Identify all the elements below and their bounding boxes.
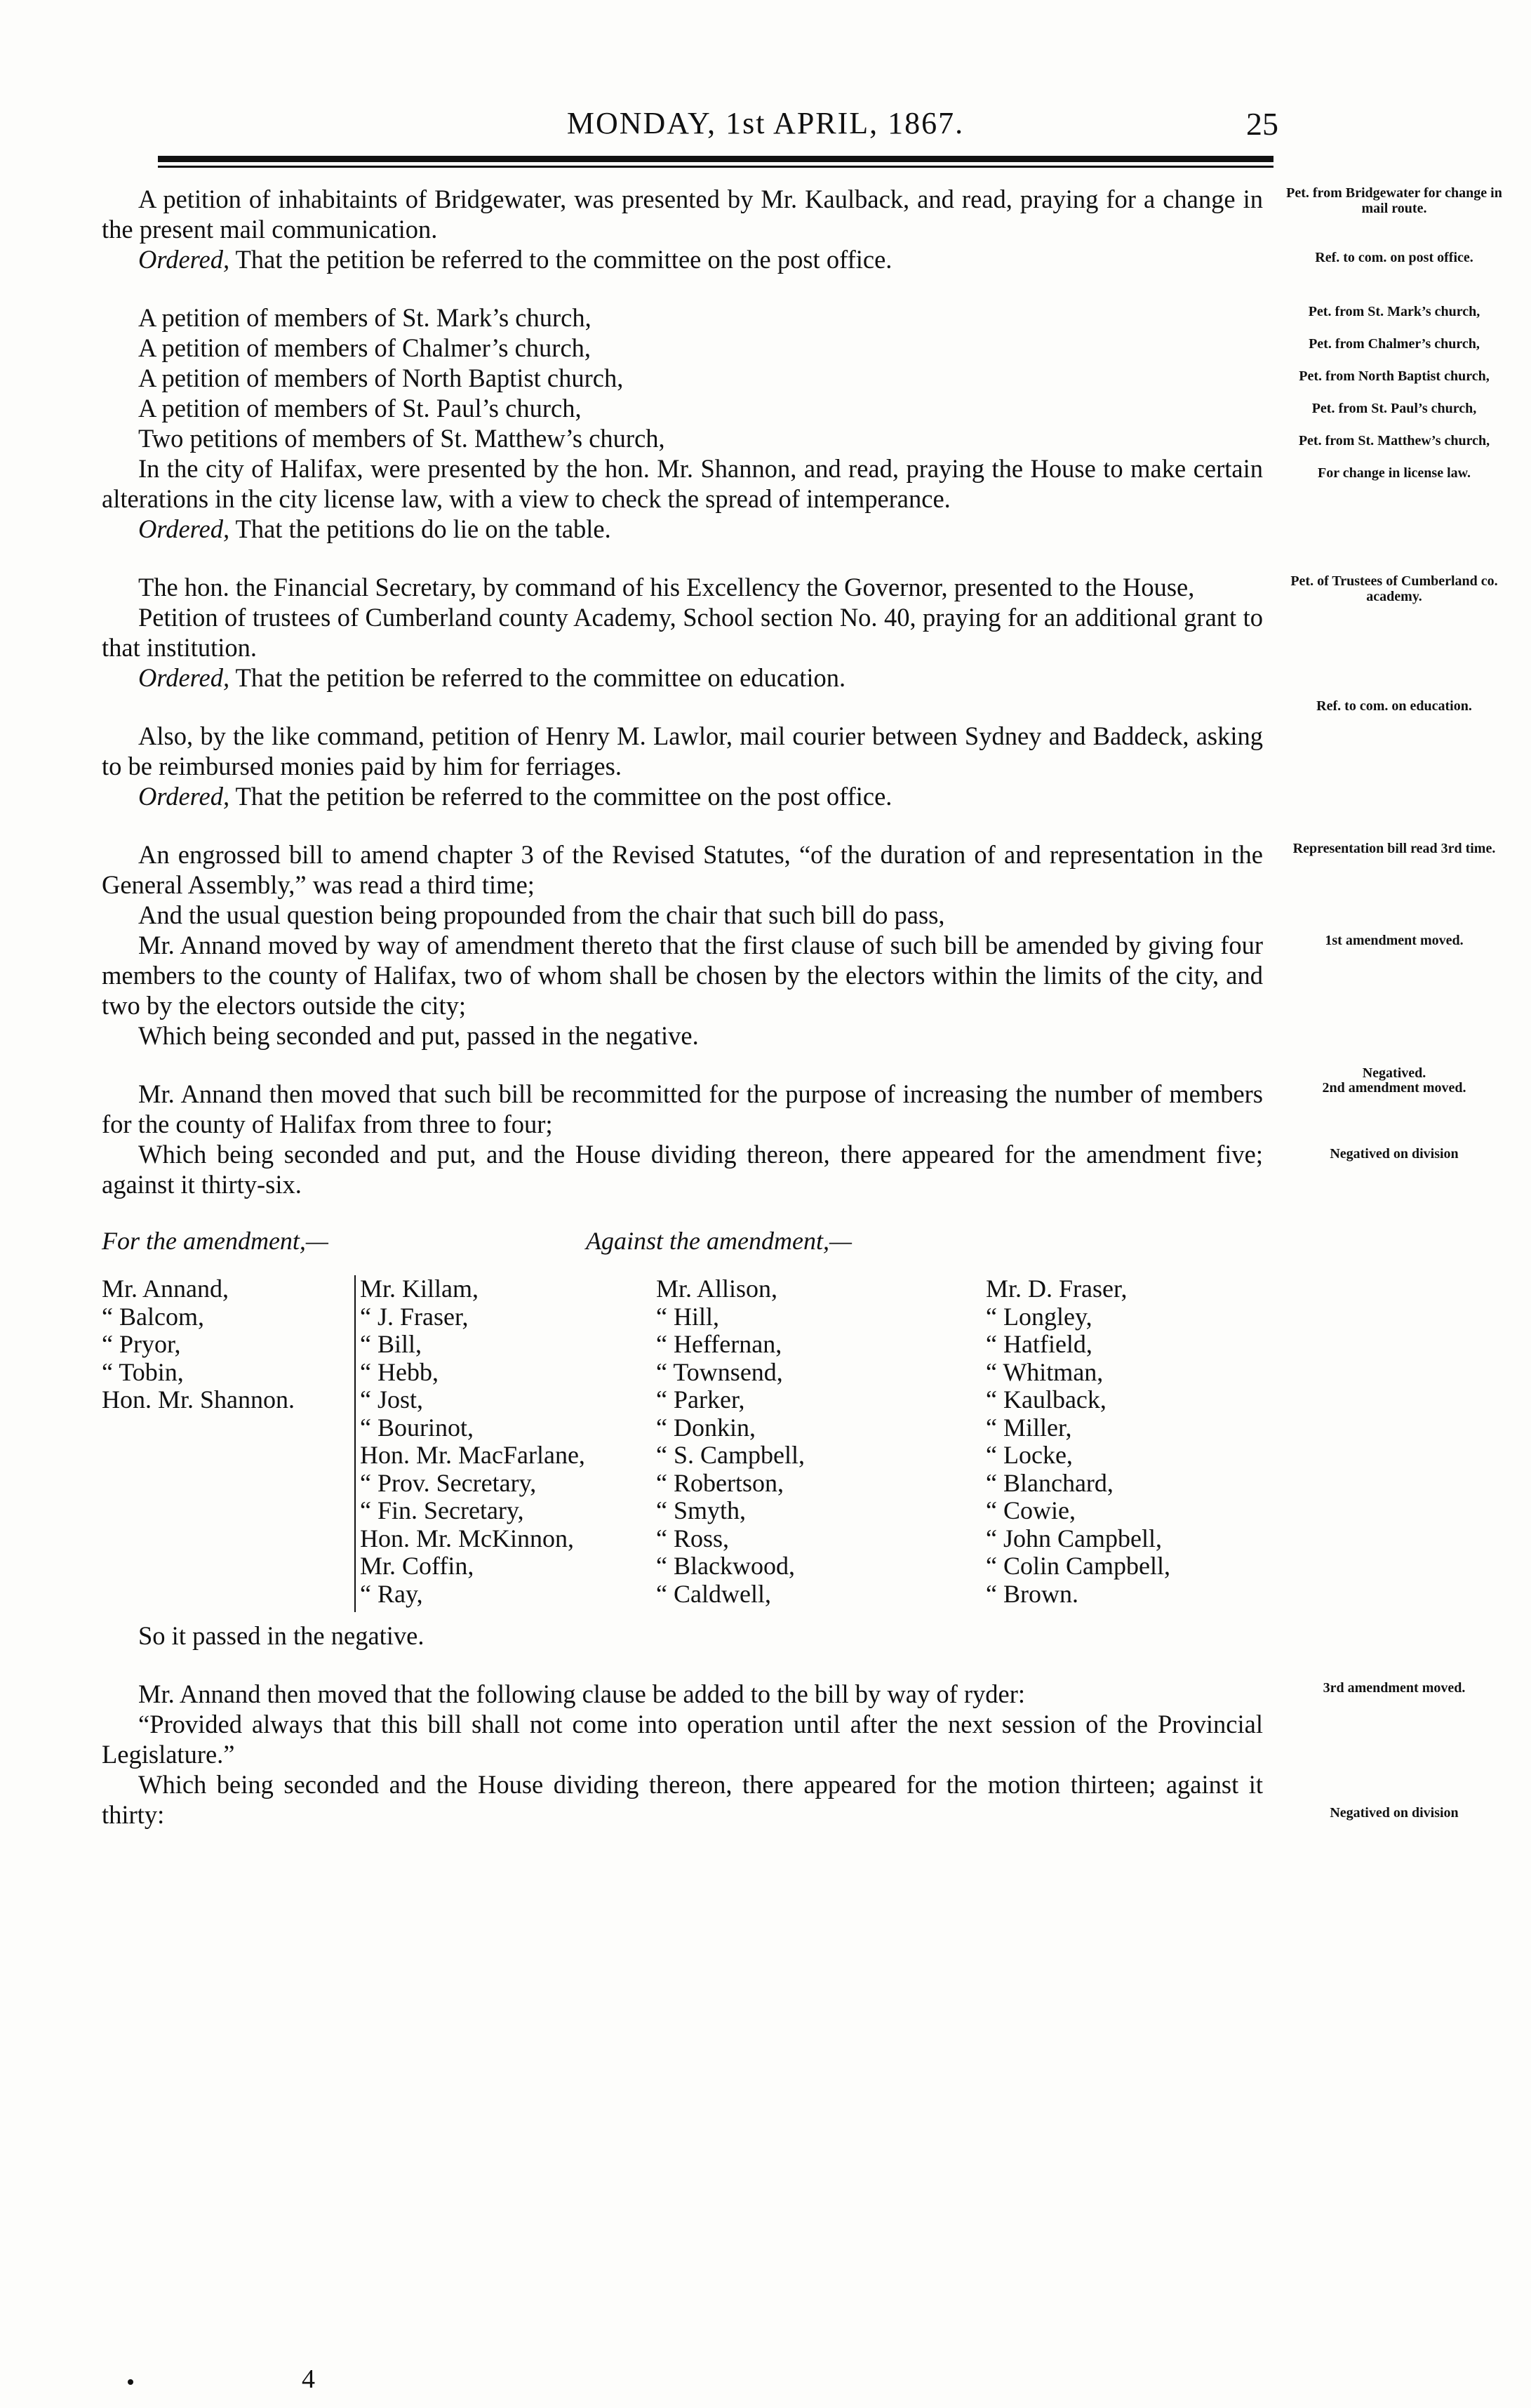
signature-mark: 4 <box>302 2364 315 2394</box>
member-name: “ Prov. Secretary, <box>360 1468 537 1497</box>
paragraph: Ordered, That the petition be referred to the committee on education. <box>138 663 846 692</box>
paragraph: Mr. Annand then moved that the following clause be added to the bill by way of ryder: <box>138 1679 1026 1708</box>
against-column-3 <box>986 1275 1170 1608</box>
member-name: “ Jost, <box>360 1385 423 1413</box>
paragraph: Petition of trustees of Cumberland county Academy, School section No. 40, praying for an additional grant to that institution. <box>102 603 1263 662</box>
page-title: MONDAY, 1st APRIL, 1867. <box>566 106 965 140</box>
section-church-petitions <box>0 302 1531 544</box>
margin-note: Ref. to com. on post office. <box>1315 250 1473 265</box>
margin-note: Pet. from Chalmer’s church, <box>1309 336 1480 352</box>
margin-note: Pet. from St. Matthew’s church, <box>1298 433 1490 448</box>
member-name: “ J. Fraser, <box>360 1302 469 1331</box>
margin-note: Pet. from Bridgewater for change in mail route. <box>1286 185 1502 216</box>
page-header <box>0 105 1531 161</box>
paragraph: Also, by the like command, petition of Henry M. Lawlor, mail courier between Sydney and Baddeck, asking to be reimbursed monies paid by him for ferriages. <box>102 721 1263 780</box>
member-name: “ Heffernan, <box>656 1330 782 1358</box>
section-negative <box>0 1621 1531 1651</box>
member-name: “ Hill, <box>656 1302 719 1331</box>
member-name: Mr. Annand, <box>102 1275 229 1303</box>
against-column-1 <box>360 1275 585 1608</box>
member-name: “ Fin. Secretary, <box>360 1496 524 1524</box>
paragraph: A petition of members of North Baptist church, <box>138 364 624 392</box>
paragraph: Which being seconded and the House dividing thereon, there appeared for the motion thirteen; against it thirty: <box>102 1770 1263 1829</box>
member-name: “ Pryor, <box>102 1330 181 1358</box>
margin-note: Negatived. <box>1362 1065 1426 1081</box>
member-name: Hon. Mr. McKinnon, <box>360 1524 574 1552</box>
margin-note: 2nd amendment moved. <box>1322 1080 1466 1096</box>
member-name: Hon. Mr. Shannon. <box>102 1385 295 1413</box>
against-column-2 <box>656 1275 805 1608</box>
paragraph: In the city of Halifax, were presented by the hon. Mr. Shannon, and read, praying the House to make certain alterations in the city license law, with a view to check the spread of intemperance. <box>102 454 1263 513</box>
paragraph: A petition of members of St. Mark’s church, <box>138 303 591 332</box>
member-name: “ Locke, <box>986 1441 1073 1469</box>
page-body <box>0 184 1531 1830</box>
paragraph: Which being seconded and put, and the House dividing thereon, there appeared for the amendment five; against it thirty-six. <box>102 1140 1263 1199</box>
member-name: “ Balcom, <box>102 1302 204 1331</box>
member-name: “ John Campbell, <box>986 1524 1162 1552</box>
member-name: “ Kaulback, <box>986 1385 1107 1413</box>
member-name: “ Colin Campbell, <box>986 1552 1170 1580</box>
member-name: “ Blackwood, <box>656 1552 795 1580</box>
section-bridgewater <box>0 184 1531 274</box>
paragraph: Which being seconded and put, passed in the negative. <box>138 1021 699 1050</box>
paragraph: A petition of members of Chalmer’s church, <box>138 333 591 362</box>
member-name: “ Cowie, <box>986 1496 1076 1524</box>
for-column <box>102 1275 295 1414</box>
margin-note: Pet. from St. Paul’s church, <box>1311 401 1477 416</box>
column-divider <box>354 1275 356 1612</box>
against-amendment-heading: Against the amendment,— <box>586 1227 852 1255</box>
member-name: “ Bill, <box>360 1330 422 1358</box>
margin-note: Pet. of Trustees of Cumberland co. academy. <box>1290 573 1498 604</box>
margin-note: Negatived on division <box>1330 1805 1459 1821</box>
for-amendment-heading: For the amendment,— <box>102 1227 328 1255</box>
margin-note: Pet. from St. Mark’s church, <box>1308 304 1480 319</box>
paragraph: The hon. the Financial Secretary, by command of his Excellency the Governor, presented to the House, <box>138 573 1195 601</box>
member-name: “ Robertson, <box>656 1468 784 1497</box>
paragraph: Ordered, That the petition be referred to the committee on the post office. <box>138 782 892 811</box>
paragraph: “Provided always that this bill shall not come into operation until after the next session of the Provincial Legislature.” <box>102 1710 1263 1769</box>
member-name: “ Blanchard, <box>986 1468 1114 1497</box>
member-name: Mr. D. Fraser, <box>986 1275 1128 1303</box>
paragraph: A petition of inhabitaints of Bridgewater, was presented by Mr. Kaulback, and read, praying for a change in the present mail communication. <box>102 185 1263 244</box>
section-third-amendment <box>0 1679 1531 1830</box>
margin-note: Representation bill read 3rd time. <box>1292 841 1496 856</box>
member-name: “ Longley, <box>986 1302 1092 1331</box>
section-cumberland <box>0 572 1531 714</box>
paragraph: A petition of members of St. Paul’s church, <box>138 394 582 423</box>
member-name: “ Ray, <box>360 1579 423 1608</box>
paragraph: Ordered, That the petitions do lie on the table. <box>138 514 611 543</box>
section-lawlor <box>0 721 1531 811</box>
margin-note: 3rd amendment moved. <box>1323 1680 1466 1696</box>
member-name: “ Townsend, <box>656 1357 783 1386</box>
header-rule-thick <box>158 156 1273 162</box>
member-name: “ Donkin, <box>656 1413 756 1442</box>
page-number: 25 <box>1246 106 1278 142</box>
member-name: “ Tobin, <box>102 1357 184 1386</box>
member-name: Hon. Mr. MacFarlane, <box>360 1441 585 1469</box>
division-list <box>102 1228 1263 1621</box>
member-name: “ Miller, <box>986 1413 1072 1442</box>
paragraph: Ordered, That the petition be referred to the committee on the post office. <box>138 245 892 274</box>
paragraph: Mr. Annand moved by way of amendment thereto that the first clause of such bill be amended by giving four members to the county of Halifax, two of whom shall be chosen by the electors within the limits of the city, and two by the electors outside the city; <box>102 931 1263 1020</box>
margin-note: Negatived on division <box>1330 1146 1459 1162</box>
member-name: “ Hebb, <box>360 1357 439 1386</box>
paragraph: And the usual question being propounded from the chair that such bill do pass, <box>138 900 945 929</box>
member-name: “ Caldwell, <box>656 1579 771 1608</box>
print-mark <box>128 2379 133 2385</box>
margin-note: 1st amendment moved. <box>1325 933 1464 948</box>
member-name: Mr. Coffin, <box>360 1552 474 1580</box>
member-name: “ Ross, <box>656 1524 730 1552</box>
member-name: “ Smyth, <box>656 1496 747 1524</box>
margin-note: For change in license law. <box>1318 465 1471 481</box>
section-second-amendment <box>0 1079 1531 1199</box>
member-name: Mr. Allison, <box>656 1275 778 1303</box>
member-name: “ Bourinot, <box>360 1413 474 1442</box>
paragraph: Two petitions of members of St. Matthew’s church, <box>138 424 665 453</box>
margin-note: Ref. to com. on education. <box>1316 698 1472 714</box>
paragraph: Mr. Annand then moved that such bill be recommitted for the purpose of increasing the number of members for the county of Halifax from three to four; <box>102 1079 1263 1138</box>
paragraph: An engrossed bill to amend chapter 3 of the Revised Statutes, “of the duration of and representation in the General Assembly,” was read a third time; <box>102 840 1263 899</box>
margin-note: Pet. from North Baptist church, <box>1299 368 1490 384</box>
member-name: “ Hatfield, <box>986 1330 1092 1358</box>
member-name: “ S. Campbell, <box>656 1441 805 1469</box>
member-name: Mr. Killam, <box>360 1275 479 1303</box>
paragraph: So it passed in the negative. <box>138 1621 424 1650</box>
section-representation-bill <box>0 839 1531 1081</box>
member-name: “ Brown. <box>986 1579 1078 1608</box>
member-name: “ Whitman, <box>986 1357 1104 1386</box>
header-rule-thin <box>158 166 1273 168</box>
member-name: “ Parker, <box>656 1385 745 1413</box>
